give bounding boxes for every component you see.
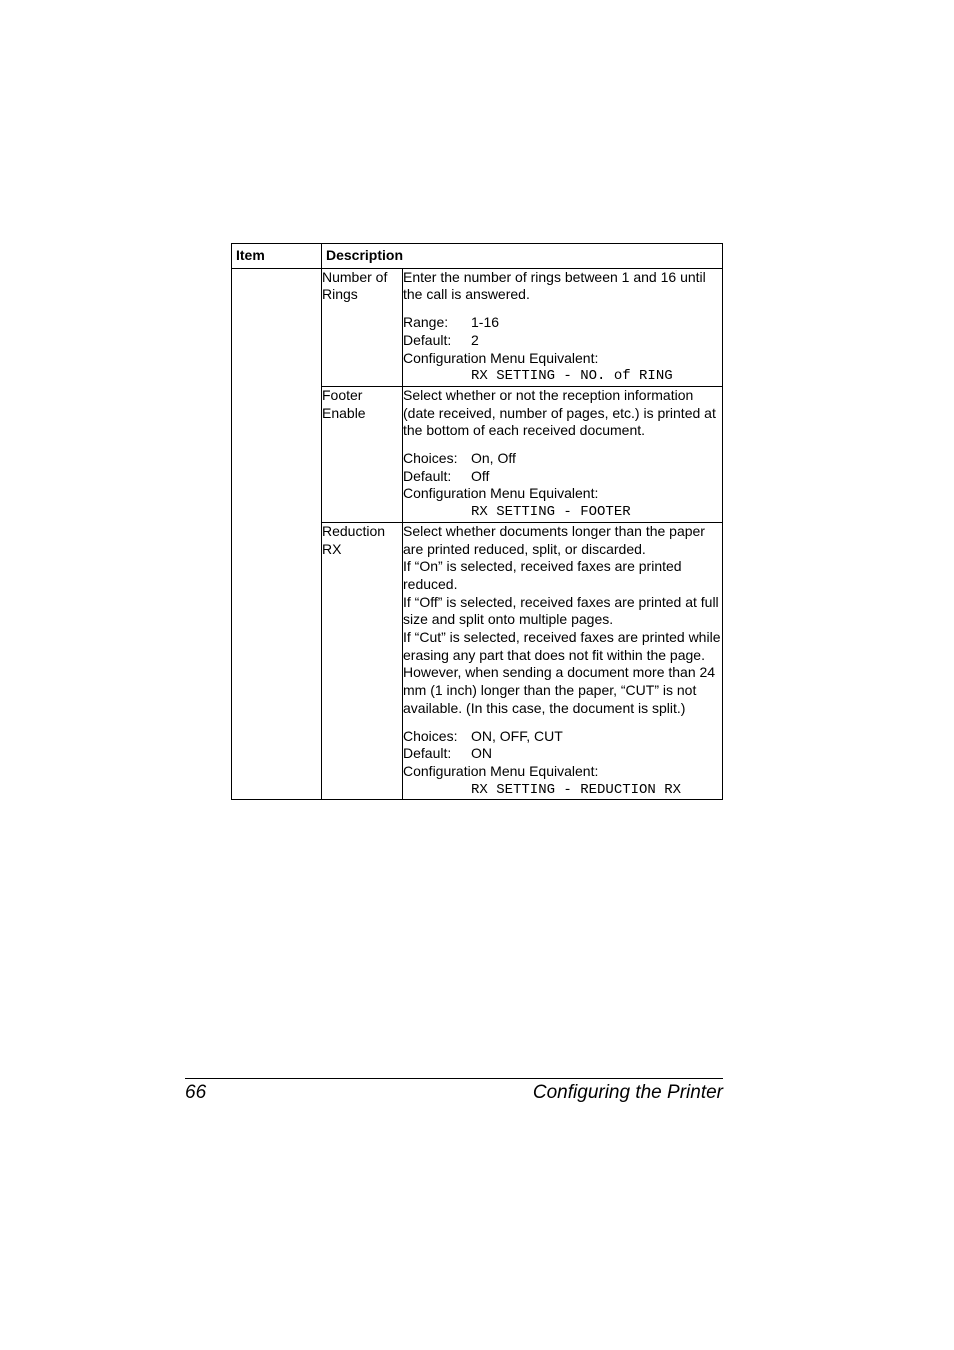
config-label: Configuration Menu Equivalent: — [403, 762, 599, 779]
description-text: If “Cut” is selected, received faxes are printed while erasing any part that does not fit within the page. However, when sending a document more than 24 mm (1 inch) longer than the paper, “CUT” is not available. (In this case, the document is split.) — [403, 629, 721, 716]
range-value: 1-16 — [471, 314, 500, 331]
setting-description — [403, 522, 723, 800]
header-item: Item — [232, 244, 322, 269]
default-line — [403, 745, 722, 763]
default-value: 2 — [471, 331, 479, 348]
setting-description — [403, 386, 723, 522]
default-label: Default: — [403, 467, 452, 484]
choices-value: ON, OFF, CUT — [471, 727, 563, 744]
default-label: Default: — [403, 331, 452, 348]
default-line — [403, 468, 722, 486]
choices-label: Choices: — [403, 450, 458, 467]
default-label: Default: — [403, 745, 452, 762]
description-text: Select whether documents longer than the paper are printed reduced, split, or discarded. — [403, 522, 705, 557]
header-description: Description — [322, 244, 723, 269]
footer-rule — [185, 1078, 723, 1079]
range-label: Range: — [403, 314, 449, 331]
description-text: If “Off” is selected, received faxes are printed at full size and split onto multiple pages. — [403, 593, 719, 628]
config-value: RX SETTING - NO. of RING — [471, 368, 673, 385]
chapter-title: Configuring the Printer — [532, 1082, 723, 1103]
config-label: Configuration Menu Equivalent: — [403, 485, 599, 502]
table-header-row — [232, 244, 723, 269]
setting-name: Number of Rings — [322, 268, 403, 386]
table-row — [232, 268, 723, 386]
item-cell — [232, 268, 322, 800]
description-text: Enter the number of rings between 1 and 16 until the call is answered. — [403, 268, 706, 303]
config-label: Configuration Menu Equivalent: — [403, 349, 599, 366]
choices-value: On, Off — [471, 450, 516, 467]
description-text: If “On” is selected, received faxes are printed reduced. — [403, 558, 682, 592]
default-value: Off — [471, 467, 490, 484]
config-value: RX SETTING - FOOTER — [471, 504, 631, 521]
settings-table — [231, 243, 723, 800]
default-value: ON — [471, 745, 492, 762]
choices-label: Choices: — [403, 727, 458, 744]
description-text: Select whether or not the reception information (date received, number of pages, etc.) is printed at the bottom of each received document. — [403, 386, 716, 439]
setting-name: Reduction RX — [322, 522, 403, 800]
config-value: RX SETTING - REDUCTION RX — [471, 781, 682, 798]
page-number: 66 — [185, 1082, 207, 1103]
range-line — [403, 314, 722, 332]
choices-line — [403, 450, 722, 468]
default-line — [403, 332, 722, 350]
setting-description — [403, 268, 723, 386]
setting-name: Footer Enable — [322, 386, 403, 522]
choices-line — [403, 728, 722, 746]
